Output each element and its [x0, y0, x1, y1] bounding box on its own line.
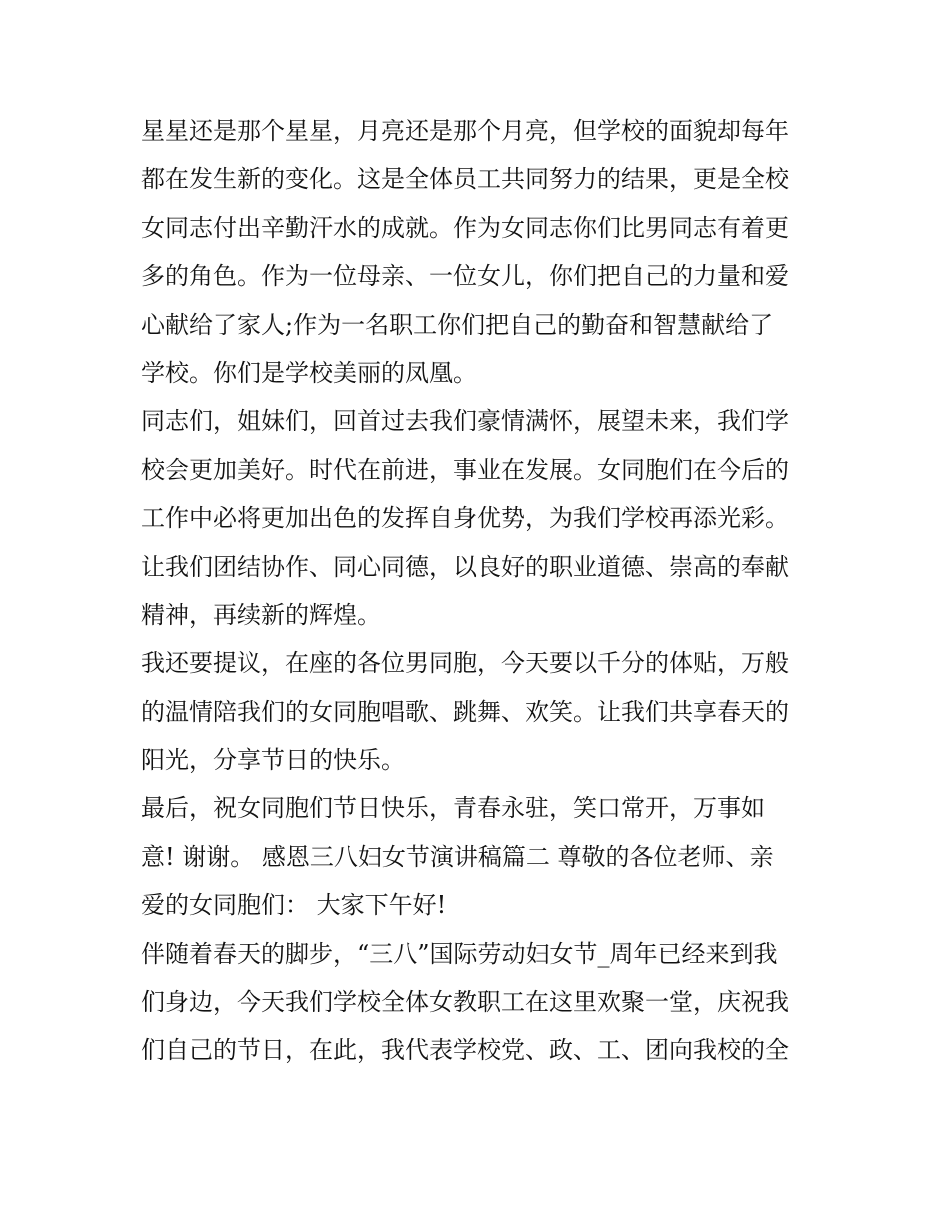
text-line: 女同志付出辛勤汗水的成就。作为女同志你们比男同志有着更: [141, 213, 789, 242]
text-line: 的温情陪我们的女同胞唱歌、跳舞、欢笑。让我们共享春天的: [141, 697, 789, 726]
text-line: 爱的女同胞们： 大家下午好!: [141, 891, 447, 920]
text-line: 意! 谢谢。 感恩三八妇女节演讲稿篇二 尊敬的各位老师、亲: [141, 842, 774, 871]
text-line: 都在发生新的变化。这是全体员工共同努力的结果，更是全校: [141, 165, 789, 194]
text-line: 工作中必将更加出色的发挥自身优势，为我们学校再添光彩。: [141, 504, 789, 533]
text-line: 伴随着春天的脚步，“三八”国际劳动妇女节_周年已经来到我: [141, 939, 778, 968]
text-line: 精神，再续新的辉煌。: [141, 600, 381, 629]
text-line: 阳光，分享节日的快乐。: [141, 746, 405, 775]
text-line: 们身边，今天我们学校全体女教职工在这里欢聚一堂，庆祝我: [141, 988, 789, 1017]
text-line: 我还要提议，在座的各位男同胞，今天要以千分的体贴，万般: [141, 649, 789, 678]
text-line: 同志们，姐妹们，回首过去我们豪情满怀，展望未来，我们学: [141, 407, 789, 436]
text-line: 心献给了家人;作为一名职工你们把自己的勤奋和智慧献给了: [141, 310, 774, 339]
text-line: 让我们团结协作、同心同德，以良好的职业道德、崇高的奉献: [141, 552, 789, 581]
text-line: 学校。你们是学校美丽的凤凰。: [141, 358, 477, 387]
text-line: 多的角色。作为一位母亲、一位女儿，你们把自己的力量和爱: [141, 262, 789, 291]
document-body: [141, 107, 821, 1075]
text-line: 们自己的节日，在此，我代表学校党、政、工、团向我校的全: [141, 1036, 789, 1065]
text-line: 校会更加美好。时代在前进，事业在发展。女同胞们在今后的: [141, 455, 789, 484]
text-line: 星星还是那个星星，月亮还是那个月亮，但学校的面貌却每年: [141, 117, 789, 145]
text-line: 最后，祝女同胞们节日快乐，青春永驻，笑口常开，万事如: [141, 794, 765, 823]
